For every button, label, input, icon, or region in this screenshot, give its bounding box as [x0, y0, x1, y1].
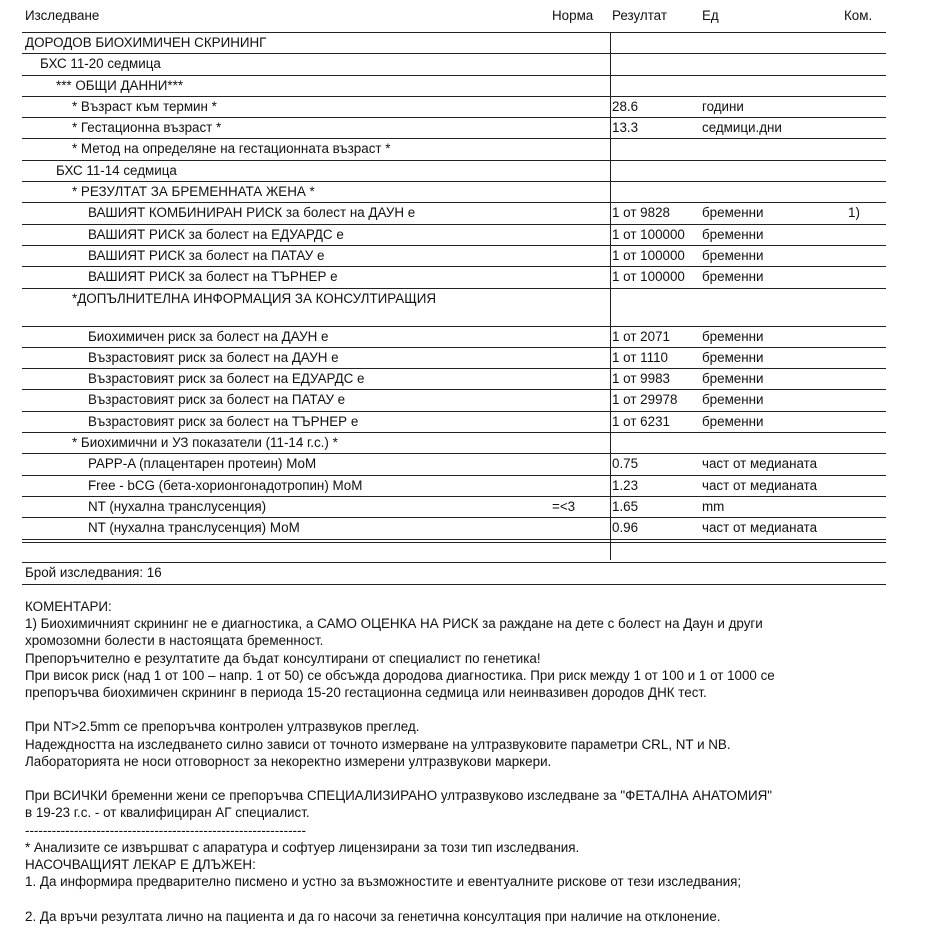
table-row: [22, 117, 886, 138]
header-result: Резултат: [612, 8, 667, 23]
row-label: ДОРОДОВ БИОХИМИЧЕН СКРИНИНГ: [25, 35, 267, 50]
comment-line: * Анализите се извършват с апаратура и софтуер лицензирани за този тип изследвания.: [25, 839, 580, 855]
row-unit: част от медианата: [702, 520, 818, 536]
row-label: Възрастовият риск за болест на ДАУН е: [88, 349, 339, 365]
row-label: *ДОПЪЛНИТЕЛНА ИНФОРМАЦИЯ ЗА КОНСУЛТИРАЩИЯ: [72, 290, 437, 306]
row-result: 28.6: [612, 98, 639, 114]
column-divider: [610, 54, 611, 74]
comment-line: 2. Да връчи резултата лично на пациента и да го насочи за генетична консултация при наличие на отклонение.: [25, 908, 721, 924]
row-label: NT (нухална транслусенция) МоМ: [88, 520, 300, 536]
column-divider: [610, 33, 611, 53]
row-unit: бременни: [702, 413, 764, 429]
table-row: [22, 138, 886, 159]
row-result: 1 от 100000: [612, 269, 685, 285]
table-row: [22, 266, 886, 287]
comment-line: Надеждността на изследването силно зависи от точното измерване на ултразвуковите параметри CRL, NT и NB.: [25, 736, 731, 752]
comment-line: 1) Биохимичният скрининг не е диагностика, а САМО ОЦЕНКА НА РИСК за раждане на дете с болест на Даун и други: [25, 616, 763, 632]
row-result: 1.65: [612, 498, 639, 514]
row-label: * РЕЗУЛТАТ ЗА БРЕМЕННАТА ЖЕНА *: [72, 184, 315, 200]
table-row: [22, 53, 886, 74]
table-row: [22, 475, 886, 496]
table-header: [0, 0, 926, 34]
column-divider: [610, 348, 611, 368]
row-label: ВАШИЯТ РИСК за болест на ПАТАУ е: [88, 247, 325, 263]
row-unit: бременни: [702, 371, 764, 387]
row-unit: бременни: [702, 349, 764, 365]
column-divider: [610, 518, 611, 538]
column-divider: [610, 203, 611, 223]
comment-line: КОМЕНТАРИ:: [25, 599, 112, 614]
column-divider: [610, 267, 611, 287]
header-norm: Норма: [552, 8, 594, 23]
table-row: [22, 288, 886, 326]
comment-line: 1. Да информира предварително писмено и устно за възможностите и евентуалните рискове от тези изследвания;: [25, 874, 742, 890]
comment-spacer: [25, 770, 895, 787]
row-label: ВАШИЯТ РИСК за болест на ЕДУАРДС е: [88, 226, 344, 242]
comment-spacer: [25, 890, 895, 907]
table-row: [22, 245, 886, 266]
header-test: Изследване: [25, 8, 100, 23]
row-unit: седмици.дни: [702, 120, 782, 136]
row-label: БХС 11-20 седмица: [40, 56, 161, 72]
column-divider: [610, 289, 611, 326]
row-result: 0.96: [612, 520, 639, 536]
table-row: [22, 496, 886, 517]
row-result: 1 от 2071: [612, 328, 670, 344]
row-label: *** ОБЩИ ДАННИ***: [56, 77, 184, 93]
column-divider: [610, 97, 611, 117]
row-label: БХС 11-14 седмица: [56, 162, 177, 178]
row-result: 1 от 6231: [612, 413, 670, 429]
row-unit: бременни: [702, 226, 764, 242]
row-unit: бременни: [702, 328, 764, 344]
row-label: Възрастовият риск за болест на ПАТАУ е: [88, 392, 346, 408]
table-row: [22, 411, 886, 432]
table-row: [22, 389, 886, 410]
row-norm: =<3: [552, 498, 576, 514]
row-unit: години: [702, 98, 744, 114]
comment-line: При NT>2.5mm се препоръчва контролен ултразвуков преглед.: [25, 719, 420, 735]
row-result: 1 от 9983: [612, 371, 670, 387]
row-result: 13.3: [612, 120, 639, 136]
table-row: [22, 32, 886, 53]
row-unit: mm: [702, 498, 725, 514]
column-divider: [610, 497, 611, 517]
row-unit: бременни: [702, 269, 764, 285]
comment-spacer: [25, 701, 895, 718]
table-row: [22, 202, 886, 223]
column-divider: [610, 454, 611, 474]
comment-line: Препоръчително е резултатите да бъдат консултирани от специалист по генетика!: [25, 650, 541, 666]
column-divider: [610, 225, 611, 245]
table-row: [22, 181, 886, 202]
comment-line: хромозомни болести в настоящата бременност.: [25, 633, 324, 649]
header-comment: Ком.: [844, 8, 873, 23]
row-label: * Биохимични и УЗ показатели (11-14 г.с.) *: [72, 435, 338, 451]
comments-block: [25, 598, 895, 925]
row-comment: 1): [848, 205, 860, 221]
row-result: 1.23: [612, 477, 639, 493]
table-row: [22, 517, 886, 538]
column-divider: [610, 369, 611, 389]
row-result: 1 от 9828: [612, 205, 670, 221]
row-label: ВАШИЯТ КОМБИНИРАН РИСК за болест на ДАУН е: [88, 205, 416, 221]
test-count: Брой изследвания: 16: [25, 565, 162, 580]
results-table: [22, 32, 886, 560]
table-row: [22, 224, 886, 245]
column-divider: [610, 182, 611, 202]
row-unit: част от медианата: [702, 456, 818, 472]
table-row: [22, 96, 886, 117]
column-divider: [610, 412, 611, 432]
table-row: [22, 347, 886, 368]
comment-line: При висок риск (над 1 от 100 – напр. 1 от 50) се обсъжда дородова диагностика. При риск между 1 от 100 и 1 от 1000 се: [25, 667, 775, 683]
row-label: NT (нухална транслусенция): [88, 498, 267, 514]
table-bottom-divider: [22, 542, 886, 543]
column-divider: [610, 246, 611, 266]
column-divider: [610, 161, 611, 181]
row-unit: част от медианата: [702, 477, 818, 493]
count-bottom-divider: [22, 584, 886, 585]
row-label: Биохимичен риск за болест на ДАУН е: [88, 328, 329, 344]
table-row: [22, 75, 886, 96]
row-label: PAPP-A (плацентарен протеин) МоМ: [88, 456, 317, 472]
row-result: 1 от 100000: [612, 226, 685, 242]
header-unit: Ед: [702, 8, 719, 23]
column-divider: [610, 327, 611, 347]
count-top-divider: [22, 562, 886, 563]
row-label: Възрастовият риск за болест на ТЪРНЕР е: [88, 413, 359, 429]
column-divider: [610, 76, 611, 96]
row-result: 0.75: [612, 456, 639, 472]
row-result: 1 от 100000: [612, 247, 685, 263]
column-divider: [610, 139, 611, 159]
column-divider: [610, 390, 611, 410]
comment-line: НАСОЧВАЩИЯТ ЛЕКАР Е ДЛЪЖЕН:: [25, 857, 256, 873]
row-unit: бременни: [702, 247, 764, 263]
column-divider: [610, 433, 611, 453]
table-row: [22, 453, 886, 474]
row-label: Възрастовият риск за болест на ЕДУАРДС е: [88, 371, 365, 387]
row-result: 1 от 1110: [612, 349, 668, 365]
column-divider: [610, 118, 611, 138]
comment-line: в 19-23 г.с. - от квалифициран АГ специалист.: [25, 805, 310, 821]
table-row: [22, 432, 886, 453]
table-row: [22, 326, 886, 347]
row-label: ВАШИЯТ РИСК за болест на ТЪРНЕР е: [88, 269, 338, 285]
table-row: [22, 160, 886, 181]
row-label: * Метод на определяне на гестационната възраст *: [72, 141, 391, 157]
row-label: * Гестационна възраст *: [72, 120, 222, 136]
row-result: 1 от 29978: [612, 392, 678, 408]
row-unit: бременни: [702, 205, 764, 221]
comment-line: ---------------------------------------------------------------: [25, 822, 306, 838]
comment-line: препоръчва биохимичен скрининг в периода 15-20 гестационна седмица или неинвазивен дородов ДНК тест.: [25, 685, 707, 701]
table-row: [22, 368, 886, 389]
comment-line: При ВСИЧКИ бременни жени се препоръчва СПЕЦИАЛИЗИРАНО ултразвуково изследване за "ФЕТАЛНА АНАТОМИЯ": [25, 788, 773, 804]
column-divider: [610, 476, 611, 496]
row-unit: бременни: [702, 392, 764, 408]
comment-line: Лабораторията не носи отговорност за некоректно измерени ултразвукови маркери.: [25, 753, 552, 769]
row-label: * Възраст към термин *: [72, 98, 217, 114]
row-label: Free - bCG (бета-хорионгонадотропин) МоМ: [88, 477, 363, 493]
